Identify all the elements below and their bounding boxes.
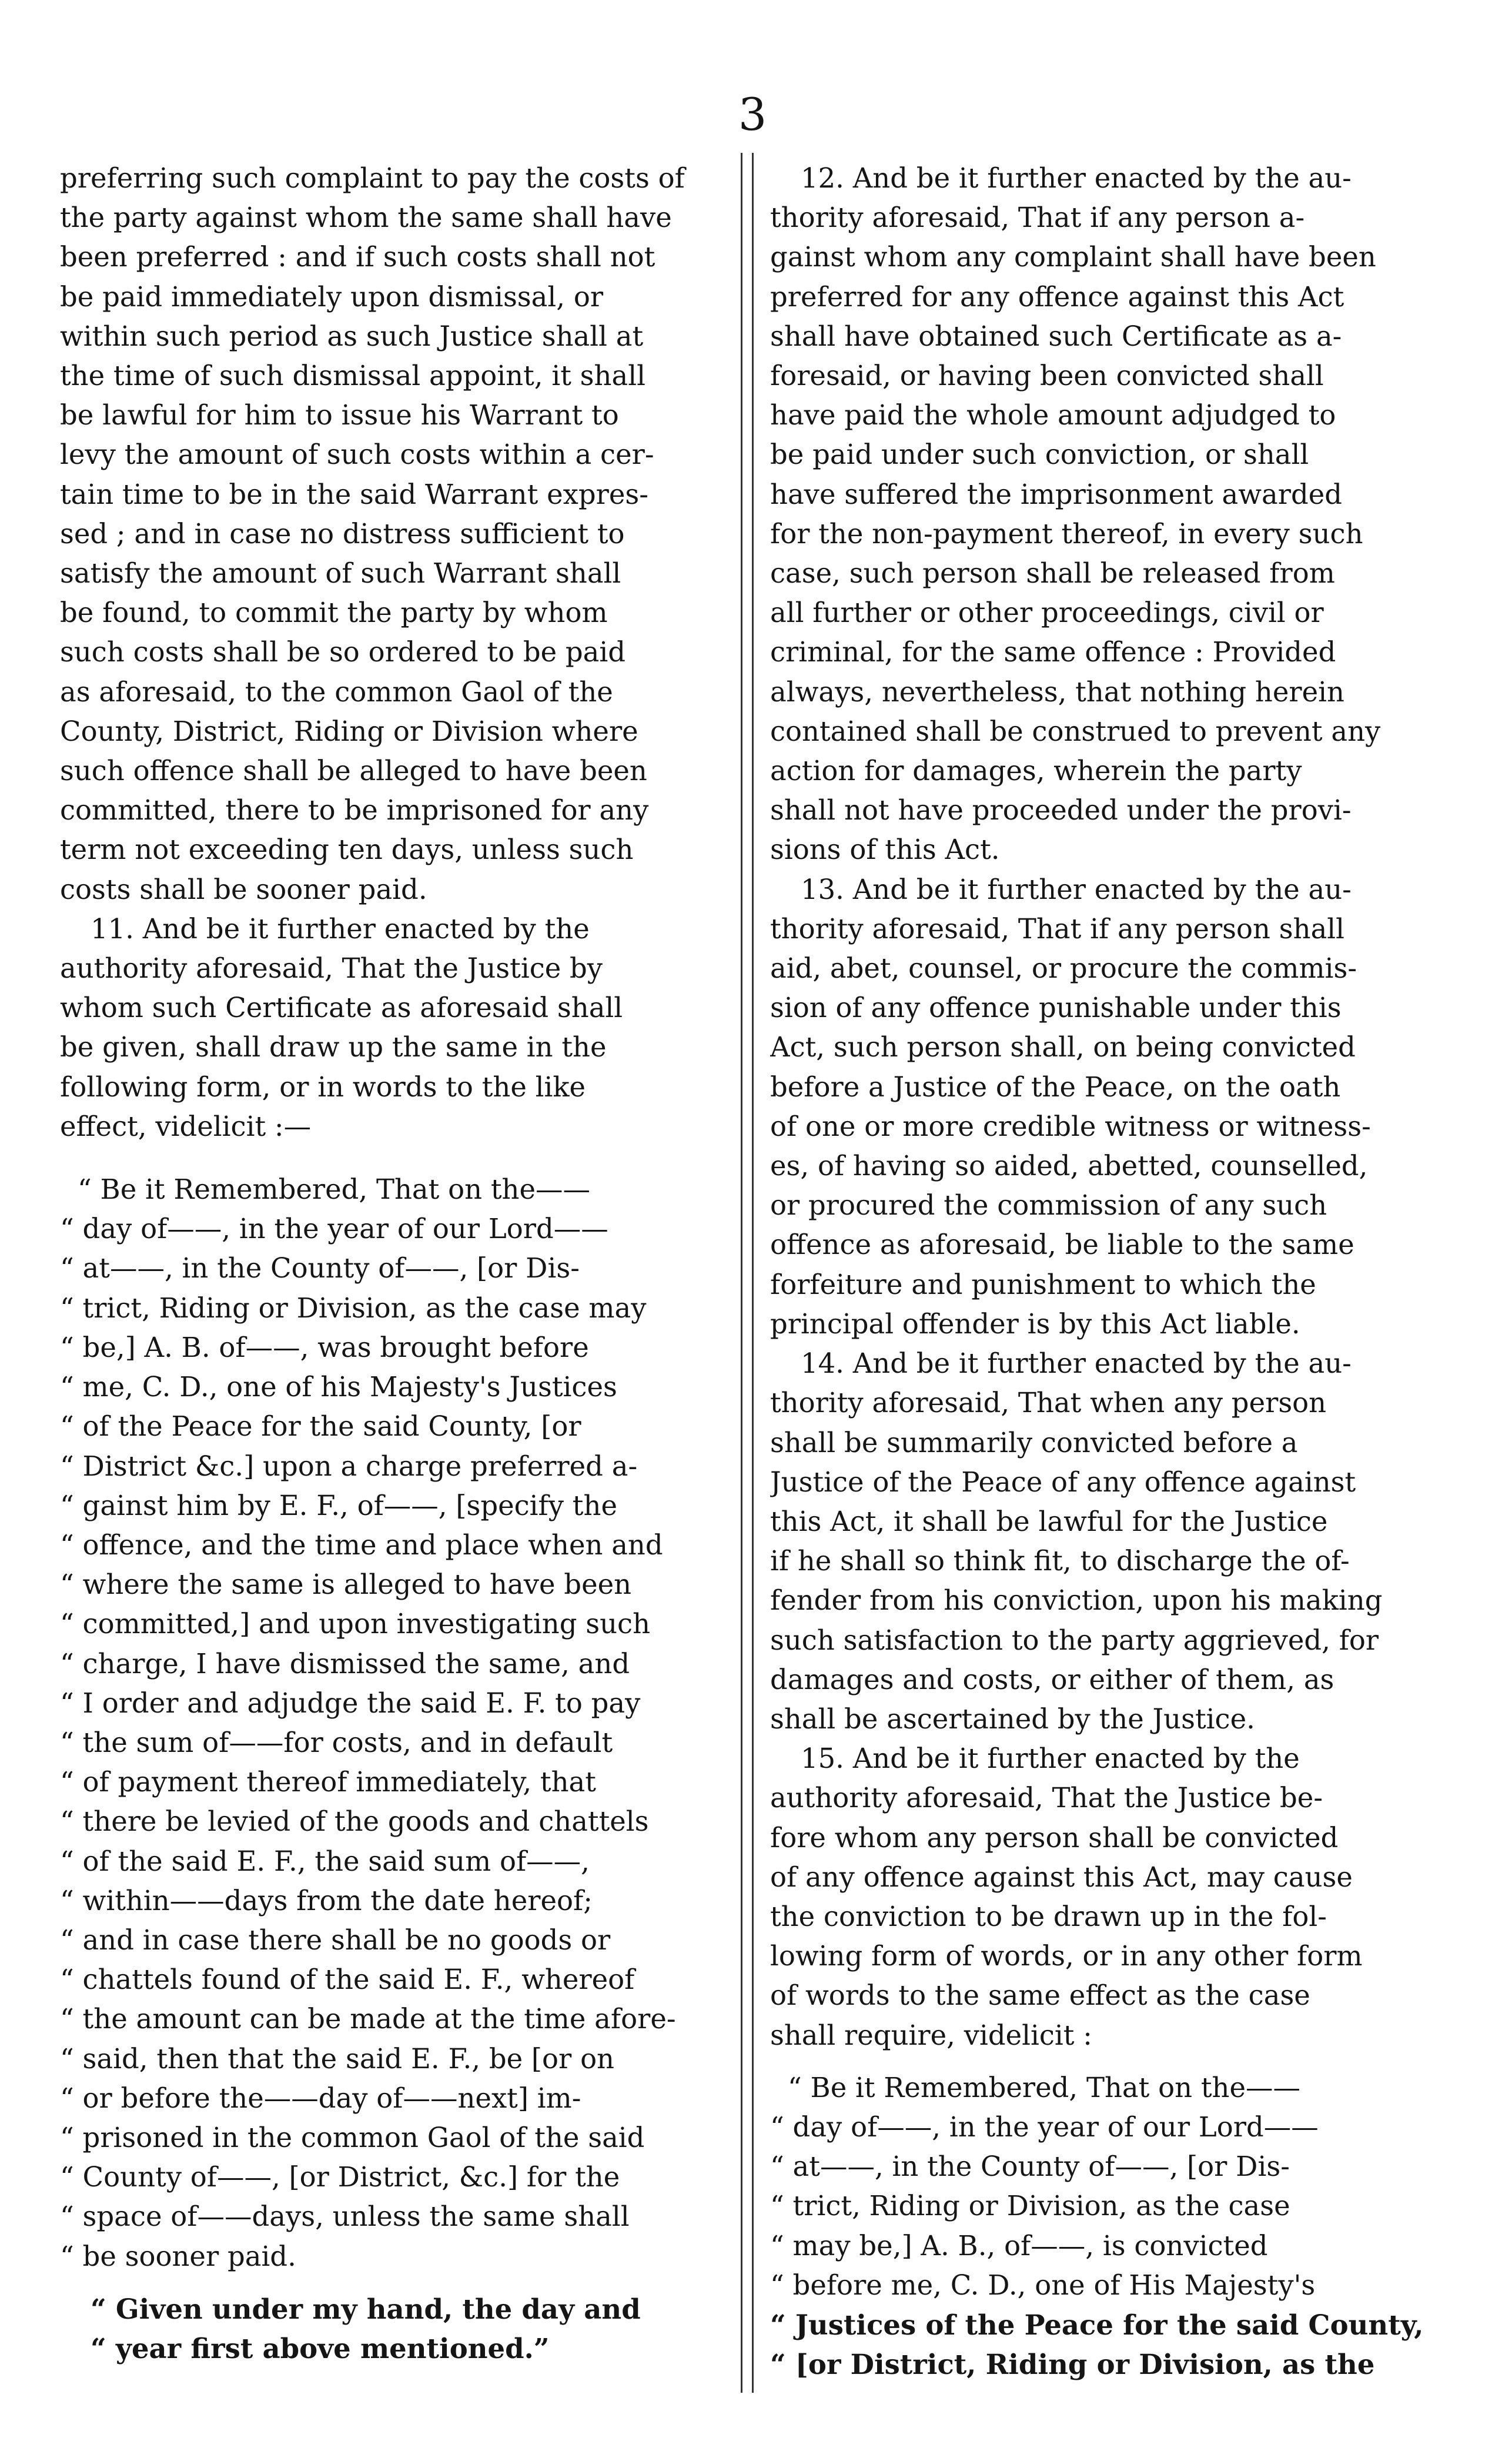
text-line: foresaid, or having been convicted shall [770,360,1324,392]
form-line: “ at——, in the County of——, [or Dis- [60,1252,580,1285]
form-line: “ there be levied of the goods and chattels [60,1805,649,1838]
text-line: damages and costs, or either of them, as [770,1663,1334,1695]
spacer [60,1146,748,1170]
text-line: fore whom any person shall be convicted [770,1821,1339,1854]
form-line: “ space of——days, unless the same shall [60,2200,630,2233]
form-line: “ of the Peace for the said County, [or [60,1410,581,1443]
left-column [60,159,748,2368]
form-line: “ or before the——day of——next] im- [60,2082,581,2114]
column-divider [741,153,754,2393]
form-line: “ gainst him by E. F., of——, [specify the [60,1489,617,1521]
section-13-heading: 13. And be it further enacted by the au- [801,873,1352,905]
spacer [60,2276,748,2289]
text-line: have suffered the imprisonment awarded [770,478,1343,510]
text-line: preferred for any offence against this Act [770,280,1344,313]
text-line: be given, shall draw up the same in the [60,1031,607,1064]
text-line: of words to the same effect as the case [770,1979,1310,2012]
form-line: “ where the same is alleged to have been [60,1569,632,1601]
text-line: principal offender is by this Act liable. [770,1307,1300,1340]
form-line: “ prisoned in the common Gaol of the said [60,2121,645,2153]
text-line: be lawful for him to issue his Warrant to [60,399,619,432]
text-line: whom such Certificate as aforesaid shall [60,992,623,1024]
text-line: following form, or in words to the like [60,1071,586,1103]
form-line: “ Justices of the Peace for the said County, [770,2308,1424,2341]
text-line: es, of having so aided, abetted, counselled, [770,1150,1368,1182]
text-line: as aforesaid, to the common Gaol of the [60,675,613,708]
text-line: gainst whom any complaint shall have been [770,241,1376,273]
text-line: Justice of the Peace of any offence against [770,1466,1356,1498]
form-line: “ within——days from the date hereof; [60,1884,593,1917]
form-line: “ trict, Riding or Division, as the case [770,2190,1290,2222]
text-line: fender from his conviction, upon his making [770,1584,1383,1617]
text-line: case, such person shall be released from [770,557,1335,590]
text-line: thority aforesaid, That if any person shall [770,912,1345,945]
section-14-heading: 14. And be it further enacted by the au- [801,1347,1352,1380]
form-line: “ offence, and the time and place when and [60,1529,663,1561]
text-line: be found, to commit the party by whom [60,597,608,629]
text-line: committed, there to be imprisoned for any [60,794,649,827]
page-number: 3 [738,88,767,141]
form-line: “ the amount can be made at the time afore- [60,2003,676,2035]
form-line: “ chattels found of the said E. F., whereof [60,1964,635,1996]
text-line: shall have obtained such Certificate as a- [770,320,1342,352]
text-line: or procured the commission of any such [770,1189,1327,1222]
form-line: “ I order and adjudge the said E. F. to pay [60,1687,641,1719]
text-line: offence as aforesaid, be liable to the same [770,1229,1354,1261]
text-line: tain time to be in the said Warrant expres- [60,478,648,510]
form-line: “ charge, I have dismissed the same, and [60,1647,630,1680]
text-line: such offence shall be alleged to have been [60,755,647,787]
text-line: lowing form of words, or in any other form [770,1940,1363,1972]
text-line: within such period as such Justice shall at [60,320,644,352]
text-line: action for damages, wherein the party [770,755,1302,787]
text-line: this Act, it shall be lawful for the Justice [770,1505,1328,1537]
text-line: costs shall be sooner paid. [60,873,427,905]
text-line: aid, abet, counsel, or procure the commis- [770,952,1357,985]
text-line: have paid the whole amount adjudged to [770,399,1336,432]
text-line: such satisfaction to the party aggrieved, for [770,1624,1379,1656]
form-line: “ may be,] A. B., of——, is convicted [770,2229,1268,2262]
form-line: “ be,] A. B. of——, was brought before [60,1331,589,1363]
text-line: such costs shall be so ordered to be paid [60,636,626,668]
form-line: “ me, C. D., one of his Majesty's Justices [60,1371,617,1403]
text-line: criminal, for the same offence : Provided [770,636,1336,668]
text-line: the conviction to be drawn up in the fol- [770,1900,1327,1932]
form-line: “ before me, C. D., one of His Majesty's [770,2269,1316,2301]
right-column [770,159,1458,2384]
form-line: “ of the said E. F., the said sum of——, [60,1845,590,1877]
text-line: thority aforesaid, That when any person [770,1387,1327,1419]
text-line: authority aforesaid, That the Justice be- [770,1782,1323,1814]
form-line: “ at——, in the County of——, [or Dis- [770,2151,1290,2183]
text-line: for the non-payment thereof, in every such [770,517,1363,550]
text-line: shall not have proceeded under the provi- [770,794,1352,827]
spacer [770,2055,1458,2068]
text-line: shall be ascertained by the Justice. [770,1703,1255,1735]
text-line: of any offence against this Act, may cause [770,1861,1353,1893]
text-line: always, nevertheless, that nothing herein [770,675,1344,708]
form-line: “ the sum of——for costs, and in default [60,1726,613,1758]
text-line: preferring such complaint to pay the costs of [60,162,685,194]
text-line: all further or other proceedings, civil or [770,597,1324,629]
form-closing-line: “ Given under my hand, the day and [91,2292,641,2325]
text-line: term not exceeding ten days, unless such [60,834,634,866]
text-line: shall be summarily convicted before a [770,1426,1298,1459]
form-line: “ trict, Riding or Division, as the case may [60,1292,647,1324]
form-line: “ County of——, [or District, &c.] for the [60,2161,620,2193]
text-line: been preferred : and if such costs shall not [60,241,655,273]
text-line: County, District, Riding or Division where [60,715,638,747]
text-line: the party against whom the same shall have [60,202,672,234]
form-line: “ and in case there shall be no goods or [60,1924,611,1956]
form-line: “ Be it Remembered, That on the—— [78,1173,590,1206]
text-line: be paid immediately upon dismissal, or [60,280,604,313]
text-line: the time of such dismissal appoint, it shall [60,360,645,392]
text-line: shall require, videlicit : [770,2019,1092,2051]
text-line: Act, such person shall, on being convicted [770,1031,1356,1064]
text-line: be paid under such conviction, or shall [770,439,1309,471]
section-12-heading: 12. And be it further enacted by the au- [801,162,1352,194]
form-line: “ said, then that the said E. F., be [or on [60,2042,615,2075]
text-line: authority aforesaid, That the Justice by [60,952,603,985]
text-line: levy the amount of such costs within a cer- [60,439,654,471]
form-line: “ Be it Remembered, That on the—— [788,2071,1300,2103]
text-line: if he shall so think fit, to discharge the of- [770,1545,1350,1577]
section-15-heading: 15. And be it further enacted by the [801,1743,1300,1775]
form-line: “ [or District, Riding or Division, as the [770,2348,1375,2381]
text-line: forfeiture and punishment to which the [770,1268,1316,1300]
form-line: “ be sooner paid. [60,2240,296,2272]
text-line: contained shall be construed to prevent any [770,715,1381,747]
form-line: “ committed,] and upon investigating such [60,1608,651,1640]
form-line: “ day of——, in the year of our Lord—— [60,1213,608,1245]
section-11-heading: 11. And be it further enacted by the [91,912,590,945]
form-line: “ District &c.] upon a charge preferred a- [60,1450,638,1482]
text-line: sion of any offence punishable under this [770,992,1342,1024]
text-line: sed ; and in case no distress sufficient to [60,517,625,550]
text-line: effect, videlicit :— [60,1110,312,1142]
form-closing-line: “ year first above mentioned.” [91,2332,550,2365]
form-line: “ day of——, in the year of our Lord—— [770,2111,1319,2143]
text-line: before a Justice of the Peace, on the oath [770,1071,1341,1103]
text-line: satisfy the amount of such Warrant shall [60,557,621,590]
text-line: thority aforesaid, That if any person a- [770,202,1305,234]
form-line: “ of payment thereof immediately, that [60,1766,596,1798]
text-line: sions of this Act. [770,834,1000,866]
text-line: of one or more credible witness or witness- [770,1110,1371,1142]
